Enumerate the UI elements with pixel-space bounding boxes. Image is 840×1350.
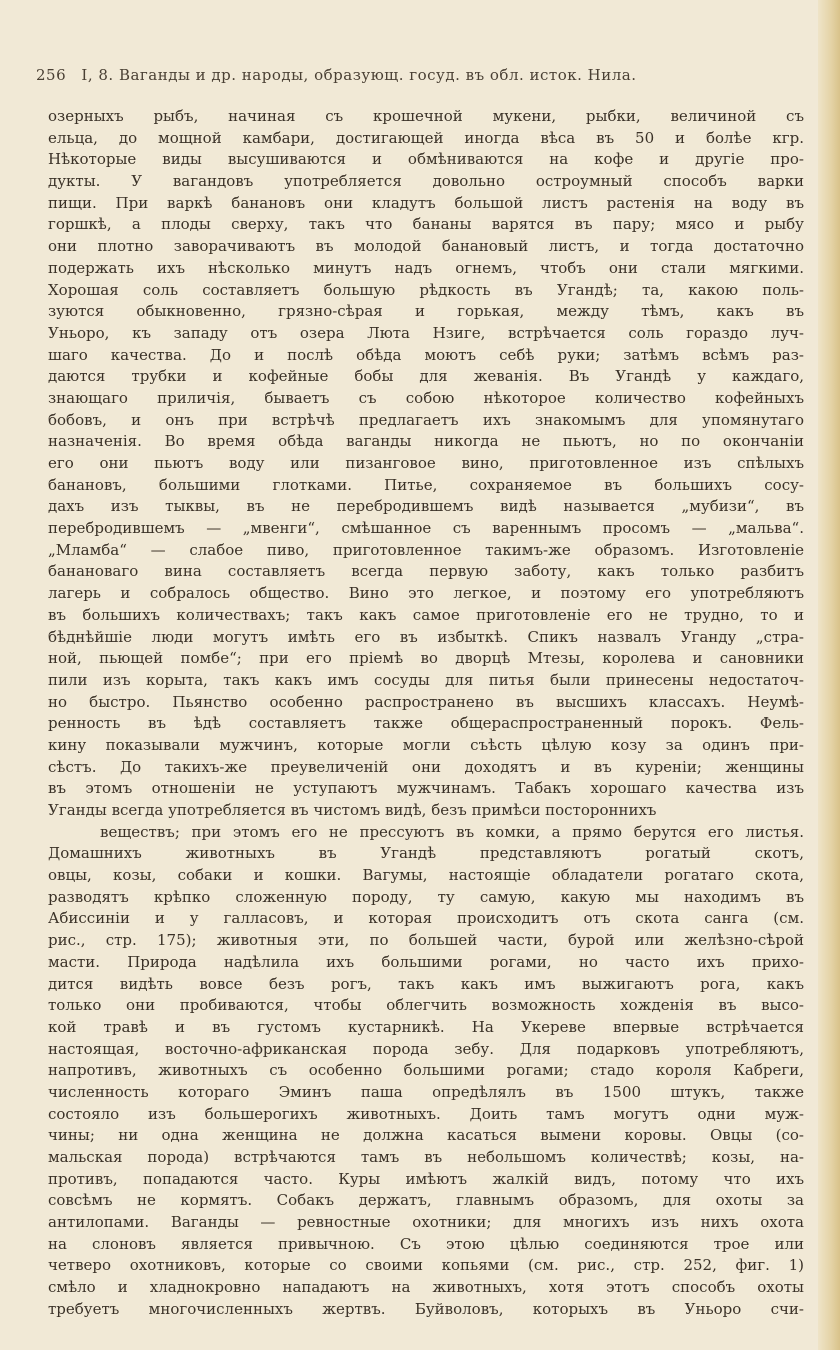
- text-line: Хорошая соль составляетъ большую рѣдкость въ Угандѣ; та, какою поль-: [48, 280, 804, 299]
- text-line: мальская порода) встрѣчаются тамъ въ небольшомъ количествѣ; козы, на-: [48, 1148, 804, 1166]
- text-line: Уньоро, къ западу отъ озера Люта Нзиге, встрѣчается соль гораздо луч-: [48, 323, 804, 342]
- text-line: напротивъ, животныхъ съ особенно большими рогами; стадо короля Кабреги,: [48, 1061, 804, 1080]
- text-line: антилопами. Ваганды — ревностные охотники; для многихъ изъ нихъ охота: [48, 1213, 804, 1232]
- text-line: ельца, до мощной камбари, достигающей иногда вѣса въ 50 и болѣе кгр.: [48, 128, 804, 147]
- text-line: только они пробиваются, чтобы облегчить возможность хожденія въ высо-: [48, 996, 804, 1015]
- text-line: въ этомъ отношеніи не уступаютъ мужчинамъ. Табакъ хорошаго качества изъ: [48, 779, 804, 798]
- text-line: чины; ни одна женщина не должна касаться вымени коровы. Овцы (со-: [48, 1126, 804, 1145]
- text-line: перебродившемъ — „мвенги“, смѣшанное съ вареннымъ просомъ — „мальва“.: [48, 519, 804, 538]
- text-line: рис., стр. 175); животныя эти, по большей части, бурой или желѣзно-сѣрой: [48, 931, 804, 950]
- text-line: даются трубки и кофейные бобы для жеванія. Въ Угандѣ у каждаго,: [48, 367, 804, 386]
- text-line: „Мламба“ — слабое пиво, приготовленное такимъ-же образомъ. Изготовленіе: [48, 540, 804, 559]
- text-line: овцы, козы, собаки и кошки. Вагумы, настоящіе обладатели рогатаго скота,: [48, 866, 804, 885]
- text-line: бананoваго вина составляетъ всегда первую заботу, какъ только разбитъ: [48, 562, 804, 581]
- text-line: совсѣмъ не кормятъ. Собакъ держатъ, главнымъ образомъ, для охоты за: [48, 1191, 804, 1210]
- text-line: бобовъ, и онъ при встрѣчѣ предлагаетъ ихъ знакомымъ для упомянутаго: [48, 410, 804, 429]
- text-line: они плотно заворачиваютъ въ молодой банановый листъ, и тогда достаточно: [48, 237, 804, 256]
- text-line: противъ, попадаются часто. Куры имѣютъ жалкій видъ, потому что ихъ: [48, 1169, 804, 1188]
- page-edge: [818, 0, 840, 1350]
- text-line: лагерь и собралось общество. Вино это легкое, и поэтому его употребляютъ: [48, 584, 804, 603]
- text-line: численность котораго Эминъ паша опредѣлялъ въ 1500 штукъ, также: [48, 1082, 804, 1101]
- text-line: сѣстъ. До такихъ-же преувеличеній они доходятъ и въ куреніи; женщины: [48, 757, 804, 776]
- text-line: озерныхъ рыбъ, начиная съ крошечной мукени, рыбки, величиной съ: [48, 107, 804, 125]
- text-line: дится видѣть вовсе безъ рогъ, такъ какъ имъ выжигаютъ рога, какъ: [48, 974, 804, 993]
- text-line: банановъ, большими глотками. Питье, сохраняемое въ большихъ сосу-: [48, 475, 804, 494]
- page-number: 256: [36, 66, 67, 84]
- text-line: но быстро. Пьянство особенно распространено въ высшихъ классахъ. Неумѣ-: [48, 692, 804, 711]
- text-line: въ большихъ количествахъ; такъ какъ самое приготовленіе его не трудно, то и: [48, 605, 804, 624]
- text-line: требуетъ многочисленныхъ жертвъ. Буйволовъ, которыхъ въ Уньоро счи-: [48, 1299, 804, 1318]
- text-line: ной, пьющей помбе“; при его пріемѣ во дворцѣ Мтезы, королева и сановники: [48, 649, 804, 668]
- text-line: горшкѣ, а плоды сверху, такъ что бананы варятся въ пару; мясо и рыбу: [48, 215, 804, 234]
- text-line: ренность въ ѣдѣ составляетъ также общераспространенный порокъ. Фель-: [48, 714, 804, 733]
- text-line: на слоновъ является привычною. Съ этою цѣлью соединяются трое или: [48, 1234, 804, 1253]
- text-line: масти. Природа надѣлила ихъ большими рогами, но часто ихъ прихо-: [48, 952, 804, 971]
- text-line: его они пьютъ воду или пизанговое вино, приготовленное изъ спѣлыхъ: [48, 454, 804, 472]
- text-line: пили изъ корыта, такъ какъ имъ сосуды для питья были принесены недостаточ-: [48, 670, 804, 689]
- text-line: Абиссиніи и у галласовъ, и которая происходитъ отъ скота санга (см.: [48, 909, 804, 928]
- text-line: назначенія. Во время обѣда ваганды никогда не пьютъ, но по окончаніи: [48, 432, 804, 451]
- text-line: кой травѣ и въ густомъ кустарникѣ. На Укереве впервые встрѣчается: [48, 1017, 804, 1036]
- text-line: веществъ; при этомъ его не прессуютъ въ комки, а прямо берутся его листья.: [100, 822, 804, 841]
- text-line: знающаго приличія, бываетъ съ собою нѣкоторое количество кофейныхъ: [48, 388, 804, 407]
- text-line: Уганды всегда употребляется въ чистомъ видѣ, безъ примѣси постороннихъ: [48, 801, 657, 819]
- text-line: Домашнихъ животныхъ въ Угандѣ представляютъ рогатый скотъ,: [48, 844, 804, 863]
- running-header: [36, 66, 776, 84]
- text-line: Нѣкоторые виды высушиваются и обмѣниваются на кофе и другіе про-: [48, 150, 804, 169]
- text-line: бѣднѣйшіе люди могутъ имѣть его въ избыткѣ. Спикъ назвалъ Уганду „стра-: [48, 627, 804, 646]
- text-line: состояло изъ большерогихъ животныхъ. Доить тамъ могутъ одни муж-: [48, 1104, 804, 1123]
- text-line: зуются обыкновенно, грязно-сѣрая и горькая, между тѣмъ, какъ въ: [48, 302, 804, 321]
- text-line: настоящая, восточно-африканская порода зебу. Для подарковъ употребляютъ,: [48, 1039, 804, 1058]
- body-text: [48, 106, 804, 1321]
- text-line: дукты. У вагандовъ употребляется довольно остроумный способъ варки: [48, 172, 804, 191]
- text-line: разводятъ крѣпко сложенную породу, ту самую, какую мы находимъ въ: [48, 887, 804, 906]
- text-line: смѣло и хладнокровно нападаютъ на животныхъ, хотя этотъ способъ охоты: [48, 1278, 804, 1297]
- text-line: шаго качества. До и послѣ обѣда моютъ себѣ руки; затѣмъ всѣмъ раз-: [48, 345, 804, 364]
- text-line: пищи. При варкѣ банановъ они кладутъ большой листъ растенія на воду въ: [48, 193, 804, 212]
- running-title: I, 8. Ваганды и др. народы, образующ. госуд. въ обл. исток. Нила.: [81, 66, 637, 84]
- text-line: дахъ изъ тыквы, въ не перебродившемъ видѣ называется „мубизи“, въ: [48, 497, 804, 516]
- text-line: кину показывали мужчинъ, которые могли съѣсть цѣлую козу за одинъ при-: [48, 735, 804, 754]
- text-line: четверо охотниковъ, которые со своими копьями (см. рис., стр. 252, фиг. 1): [48, 1256, 804, 1275]
- text-line: подержать ихъ нѣсколько минутъ надъ огнемъ, чтобъ они стали мягкими.: [48, 258, 804, 277]
